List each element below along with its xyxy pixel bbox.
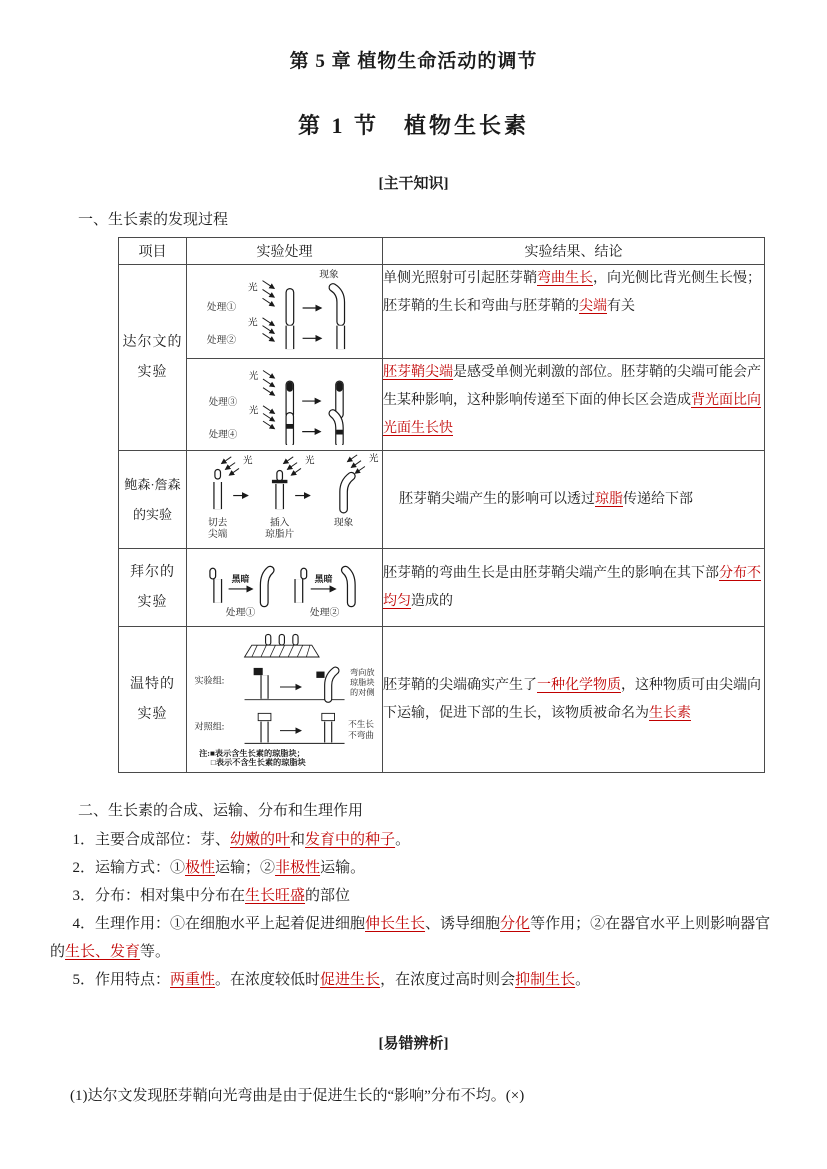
label-treat-4: 处理④: [208, 429, 237, 441]
auxin-agar-block: [316, 672, 324, 678]
boysen-diagram-cell: [187, 451, 383, 549]
highlight-red-text: 伸长生长: [365, 916, 426, 932]
label-dark: 黑暗: [314, 574, 332, 585]
label-light: 光: [304, 455, 315, 467]
table-row-darwin-1: [119, 265, 765, 359]
knowledge-block-header: [主干知识]: [378, 176, 449, 192]
label-light: 光: [368, 453, 378, 465]
plain-text: 、诱导细胞: [425, 916, 501, 932]
paal-diagram-cell: [187, 549, 383, 627]
label-phenomenon: 现象: [318, 269, 339, 281]
row-label-went-line1: 温特的: [130, 676, 175, 692]
plain-agar-block: [258, 713, 271, 720]
highlight-red-text: 抑制生长: [515, 972, 576, 988]
label-light: 光: [242, 455, 253, 467]
highlight-red-text: 琼脂: [595, 491, 623, 507]
label-bend-1: 弯向放: [350, 668, 375, 678]
label-bend-3: 的对侧: [350, 688, 375, 698]
label-phenomenon: 现象: [333, 517, 353, 529]
error-block-header: [易错辨析]: [378, 1036, 449, 1052]
label-treat-2: 处理②: [309, 607, 339, 619]
highlight-red-text: 幼嫩的叶: [230, 832, 291, 848]
col-header-result: 实验结果、结论: [383, 238, 765, 265]
plain-text: 等。: [140, 944, 171, 960]
highlight-red-text: 发育中的种子: [305, 832, 396, 848]
plain-text: ，向光侧比背光侧生长慢；胚芽鞘的生长和弯曲与胚芽鞘的: [383, 271, 761, 314]
darwin-result-1: [383, 265, 765, 359]
label-light: 光: [247, 317, 258, 329]
label-ctrl-group: 对照组:: [194, 721, 225, 732]
paal-result: [383, 549, 765, 627]
row-label-paal: [119, 549, 187, 627]
plain-text: 胚芽鞘的尖端确实产生了: [383, 677, 537, 693]
row-label-darwin: [119, 265, 187, 451]
legend-note-line2: □表示不含生长素的琼脂块: [210, 758, 306, 767]
highlight-red-text: 胚芽鞘尖端: [383, 365, 453, 380]
highlight-red-text: 一种化学物质: [537, 677, 621, 693]
darwin-diagram-treatments-1-2: [190, 265, 380, 353]
part2-item-3: [50, 882, 777, 910]
went-result: [383, 627, 765, 773]
label-treat-3: 处理③: [208, 396, 237, 408]
plain-text: ，在浓度过高时则会: [380, 972, 516, 988]
went-diagram: [187, 627, 383, 767]
highlight-red-text: 生长素: [649, 705, 691, 721]
plain-text: 胚芽鞘尖端产生的影响可以透过: [399, 491, 595, 507]
table-row-paal: [119, 549, 765, 627]
plain-text: 。在浓度较低时: [215, 972, 321, 988]
plain-text: 的部位: [305, 888, 351, 904]
label-exp-group: 实验组:: [194, 675, 225, 686]
plain-text: 胚芽鞘的弯曲生长是由胚芽鞘尖端产生的影响在其下部: [383, 565, 719, 581]
darwin-diagram-treatments-3-4: [190, 359, 380, 445]
auxin-discovery-table: [118, 237, 765, 773]
highlight-red-text: 分布不均匀: [383, 565, 761, 609]
plain-text: 有关: [607, 299, 635, 314]
boysen-result: [383, 451, 765, 549]
row-label-boysen-line2: 的实验: [132, 506, 172, 522]
row-label-darwin-line2: 实验: [137, 364, 168, 380]
plain-text: 4．生理作用：①在细胞水平上起着促进细胞: [72, 916, 366, 932]
label-no-growth-2: 不弯曲: [348, 729, 375, 740]
row-label-boysen-line1: 鲍森·詹森: [124, 476, 181, 492]
plain-text: 2．运输方式：①: [72, 860, 186, 876]
plain-text: 是感受单侧光刺激的部位。胚芽鞘的尖端可能会产生某种影响，这种影响传递至下面的伸长区会造成: [383, 365, 761, 408]
row-label-went-line2: 实验: [137, 706, 168, 722]
plain-text: 。: [575, 972, 591, 988]
plain-text: ，这种物质可由尖端向下运输，促进下部的生长，该物质被命名为: [383, 677, 761, 721]
paal-diagram: [191, 549, 379, 621]
label-treat-1: 处理①: [206, 301, 236, 313]
plain-text: 。: [395, 832, 411, 848]
part2-item-5: [50, 966, 777, 994]
col-header-item: 项目: [119, 238, 187, 265]
label-light: 光: [247, 282, 258, 294]
error-item-1: (1)达尔文发现胚芽鞘向光弯曲是由于促进生长的“影响”分布不均。(×): [70, 1088, 525, 1104]
highlight-red-text: 弯曲生长: [537, 271, 593, 286]
part2-heading: 二、生长素的合成、运输、分布和生理作用: [78, 803, 364, 819]
table-header-row: [119, 238, 765, 265]
row-label-paal-line2: 实验: [137, 594, 168, 610]
label-dark: 黑暗: [231, 574, 249, 585]
plain-text: 单侧光照射可引起胚芽鞘: [383, 271, 537, 286]
label-treat-2: 处理②: [206, 335, 236, 347]
highlight-red-text: 非极性: [275, 860, 321, 876]
highlight-red-text: 生长旺盛: [245, 888, 306, 904]
label-light: 光: [248, 371, 258, 383]
row-label-went: [119, 627, 187, 773]
plain-agar-block: [322, 713, 335, 720]
boysen-jensen-diagram: [189, 451, 381, 543]
highlight-red-text: 极性: [185, 860, 216, 876]
legend-note-line1: 注:■表示含生长素的琼脂块；: [199, 749, 305, 759]
part2-item-2: [50, 854, 777, 882]
plain-text: 运输。: [320, 860, 366, 876]
label-cut-tip-2: 尖端: [207, 529, 227, 541]
label-bend-2: 琼脂块: [350, 678, 375, 688]
darwin-result-2: [383, 359, 765, 451]
part1-heading: 一、生长素的发现过程: [78, 212, 229, 228]
row-label-boysen: [119, 451, 187, 549]
plain-text: 1．主要合成部位：芽、: [72, 832, 231, 848]
plain-text: 等作用；②在器官水平上则影响器官的: [50, 916, 771, 960]
plain-text: 3．分布：相对集中分布在: [72, 888, 246, 904]
label-insert-agar-1: 插入: [269, 517, 289, 529]
highlight-red-text: 尖端: [579, 299, 607, 314]
label-no-growth-1: 不生长: [348, 719, 375, 729]
highlight-red-text: 生长、发育: [65, 944, 141, 960]
highlight-red-text: 两重性: [170, 972, 216, 988]
darwin-diagram-cell-2: [187, 359, 383, 451]
row-label-paal-line1: 拜尔的: [130, 564, 175, 580]
section-title: 第 1 节 植物生长素: [297, 113, 529, 138]
plain-text: 5．作用特点：: [72, 972, 171, 988]
col-header-treatment: 实验处理: [187, 238, 383, 265]
plain-text: 造成的: [411, 593, 453, 609]
chapter-title: 第 5 章 植物生命活动的调节: [289, 51, 538, 72]
label-insert-agar-2: 琼脂片: [264, 529, 294, 541]
plain-text: 和: [290, 832, 306, 848]
highlight-red-text: 背光面比向光面生长快: [383, 393, 761, 436]
plain-text: 运输；②: [215, 860, 276, 876]
part2-item-4: [50, 910, 777, 966]
label-cut-tip-1: 切去: [207, 517, 227, 529]
highlight-red-text: 促进生长: [320, 972, 381, 988]
row-label-darwin-line1: 达尔文的: [122, 334, 183, 350]
label-treat-1: 处理①: [225, 607, 255, 619]
table-row-darwin-2: [119, 359, 765, 451]
plain-text: 传递给下部: [623, 491, 693, 507]
went-diagram-cell: [187, 627, 383, 773]
darwin-diagram-cell-1: [187, 265, 383, 359]
part2-item-1: [50, 826, 777, 854]
label-light: 光: [248, 405, 258, 417]
auxin-agar-block: [254, 668, 263, 675]
table-row-boysen: [119, 451, 765, 549]
table-row-went: [119, 627, 765, 773]
highlight-red-text: 分化: [500, 916, 531, 932]
